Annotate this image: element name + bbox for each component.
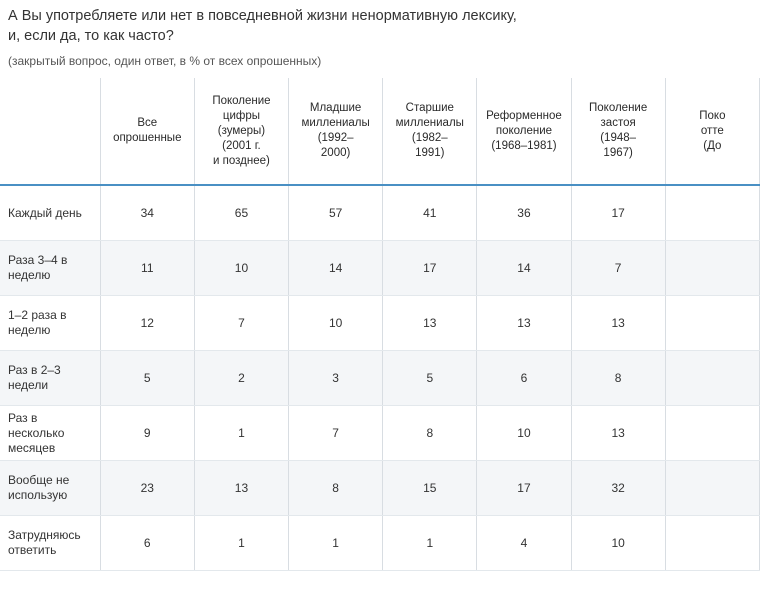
cell: 1 (194, 406, 288, 461)
cell (665, 241, 759, 296)
table-body (0, 185, 760, 571)
cell (665, 351, 759, 406)
cell: 13 (194, 461, 288, 516)
row-label-every-day: Каждый день (0, 185, 100, 241)
cell: 57 (289, 185, 383, 241)
cell: 10 (477, 406, 571, 461)
row-label-few-months: Раз в несколько месяцев (0, 406, 100, 461)
cell: 15 (383, 461, 477, 516)
cell: 5 (100, 351, 194, 406)
table-row (0, 241, 760, 296)
cell (665, 296, 759, 351)
row-label-once-2-3-weeks: Раз в 2–3 недели (0, 351, 100, 406)
cell: 1 (194, 516, 288, 571)
cell: 65 (194, 185, 288, 241)
cell: 10 (289, 296, 383, 351)
cell: 12 (100, 296, 194, 351)
cell: 8 (289, 461, 383, 516)
cell: 7 (571, 241, 665, 296)
cell: 13 (477, 296, 571, 351)
cell: 17 (383, 241, 477, 296)
table-corner-cell (0, 78, 100, 185)
cell: 17 (477, 461, 571, 516)
column-header-reform-generation: Реформенное поколение (1968–1981) (477, 78, 571, 185)
table-row (0, 185, 760, 241)
column-header-younger-millennials: Младшие миллениалы (1992– 2000) (289, 78, 383, 185)
question-line-2: и, если да, то как часто? (8, 28, 174, 44)
cell: 7 (194, 296, 288, 351)
cell (665, 461, 759, 516)
cell: 32 (571, 461, 665, 516)
table-row (0, 406, 760, 461)
cell: 5 (383, 351, 477, 406)
table-header (0, 78, 760, 185)
row-label-never-use: Вообще не использую (0, 461, 100, 516)
cell: 36 (477, 185, 571, 241)
survey-data-table (0, 78, 760, 571)
column-header-gen-z: Поколение цифры (зумеры) (2001 г. и позднее) (194, 78, 288, 185)
row-label-hard-to-answer: Затрудняюсь ответить (0, 516, 100, 571)
question-subnote: (закрытый вопрос, один ответ, в % от всех опрошенных) (8, 54, 322, 68)
cell: 3 (289, 351, 383, 406)
cell: 41 (383, 185, 477, 241)
cell (665, 185, 759, 241)
cell: 8 (383, 406, 477, 461)
cell (665, 406, 759, 461)
cell: 2 (194, 351, 288, 406)
column-header-all-respondents: Все опрошенные (100, 78, 194, 185)
cell: 10 (571, 516, 665, 571)
column-header-stagnation-generation: Поколение застоя (1948– 1967) (571, 78, 665, 185)
cell: 14 (477, 241, 571, 296)
cell: 17 (571, 185, 665, 241)
cell: 1 (289, 516, 383, 571)
table-scroll-area (0, 78, 726, 571)
table-row (0, 461, 760, 516)
question-line-1: А Вы употребляете или нет в повседневной жизни ненормативную лексику, (8, 8, 517, 24)
cell: 13 (571, 296, 665, 351)
cell: 6 (477, 351, 571, 406)
table-row (0, 351, 760, 406)
table-row (0, 296, 760, 351)
cell: 13 (571, 406, 665, 461)
cell: 6 (100, 516, 194, 571)
row-label-3-4-times-week: Раза 3–4 в неделю (0, 241, 100, 296)
table-header-row (0, 78, 760, 185)
cell: 14 (289, 241, 383, 296)
cell: 9 (100, 406, 194, 461)
cell: 23 (100, 461, 194, 516)
cell: 1 (383, 516, 477, 571)
cell: 34 (100, 185, 194, 241)
table-row (0, 516, 760, 571)
cell (665, 516, 759, 571)
cell: 11 (100, 241, 194, 296)
column-header-thaw-generation: Поко отте (До (665, 78, 759, 185)
cell: 7 (289, 406, 383, 461)
cell: 4 (477, 516, 571, 571)
cell: 8 (571, 351, 665, 406)
row-label-1-2-times-week: 1–2 раза в неделю (0, 296, 100, 351)
cell: 10 (194, 241, 288, 296)
cell: 13 (383, 296, 477, 351)
column-header-older-millennials: Старшие миллениалы (1982– 1991) (383, 78, 477, 185)
page-title (0, 0, 656, 46)
